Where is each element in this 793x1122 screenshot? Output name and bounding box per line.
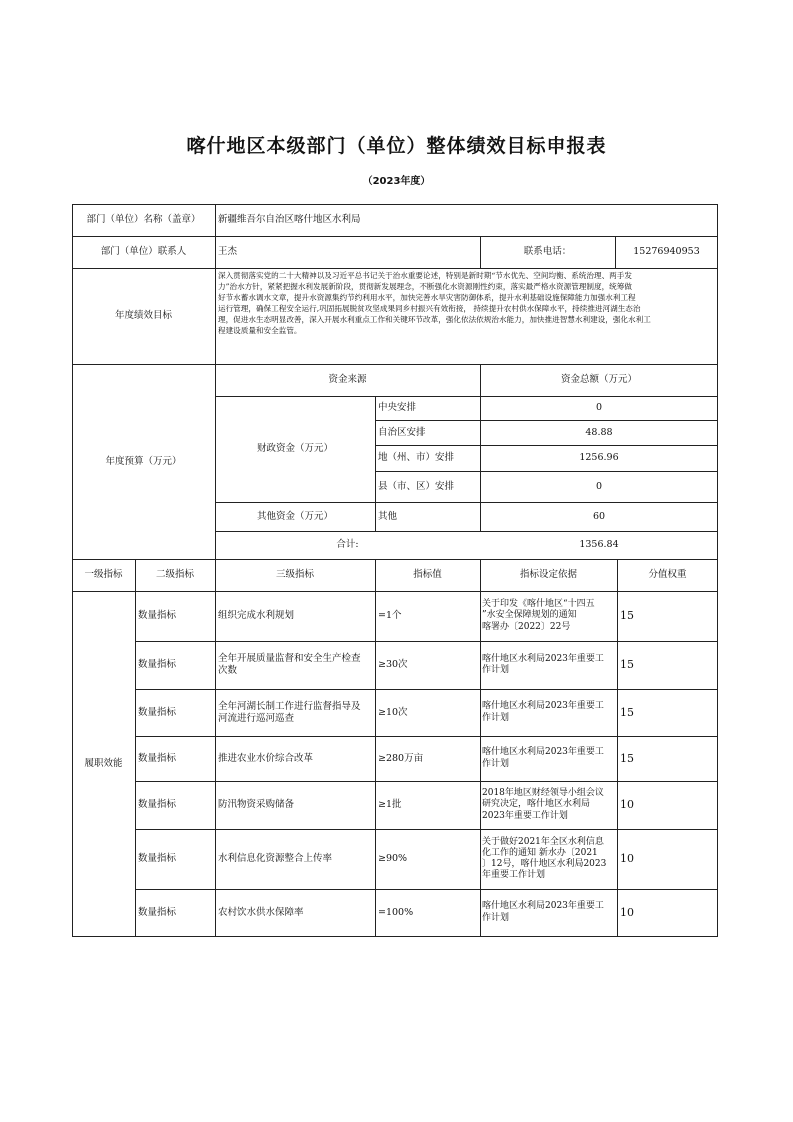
- budget-row-value: 0: [595, 402, 603, 413]
- basis-cell: 2018年地区财经领导小组会议 研究决定，喀什地区水利局 2023年重要工作计划: [482, 788, 604, 821]
- contact-value: 王杰: [218, 246, 238, 257]
- level3-cell: 推进农业水价综合改革: [218, 752, 314, 764]
- level3-cell: 全年开展质量监督和安全生产检查 次数: [218, 653, 361, 676]
- level3-cell: 农村饮水供水保障率: [218, 906, 304, 918]
- weight-cell: 15: [620, 609, 634, 622]
- budget-label: 年度预算（万元）: [105, 455, 182, 467]
- goal-line: 好节水蓄水调水文章，提升水资源集约节约利用水平，加快完善水旱灾害防御体系，提升水利基础设施保障能力加强水利工程: [218, 293, 636, 302]
- page-title: 喀什地区本级部门（单位）整体绩效目标申报表: [186, 135, 607, 157]
- other-label: 其他资金（万元）: [256, 510, 333, 522]
- budget-row-name: 县（市、区）安排: [378, 480, 455, 492]
- basis-cell: 喀什地区水利局2023年重要工 作计划: [482, 701, 604, 723]
- contact-label: 部门（单位）联系人: [100, 246, 187, 257]
- col-header-level3: 三级指标: [275, 569, 314, 580]
- value-cell: =100%: [378, 906, 414, 918]
- dept-label: 部门（单位）名称（盖章）: [86, 214, 201, 225]
- value-cell: ≥30次: [378, 659, 408, 670]
- weight-cell: 10: [620, 905, 634, 919]
- level2-cell: 数量指标: [138, 906, 177, 918]
- value-cell: =1个: [378, 610, 402, 621]
- goal-line: 运行管理，确保工程安全运行,巩固拓展脱贫攻坚成果同乡村振兴有效衔接， 持续提升农村供水保障水平，持续推进河湖生态治: [218, 304, 641, 313]
- level2-cell: 数量指标: [138, 659, 177, 670]
- goal-line: 力”治水方针，紧紧把握水利发展新阶段，贯彻新发展理念，不断强化水资源刚性约束，落实最严格水资源管理制度，统筹做: [218, 282, 632, 291]
- basis-cell: 喀什地区水利局2023年重要工 作计划: [482, 747, 604, 769]
- goal-text: [215, 268, 718, 364]
- weight-cell: 10: [620, 852, 634, 865]
- performance-table: [72, 204, 718, 937]
- budget-row-value: 48.88: [585, 426, 613, 438]
- col-header-basis: 指标设定依据: [519, 569, 577, 580]
- col-header-level2: 二级指标: [155, 569, 194, 580]
- level2-cell: 数量指标: [138, 610, 177, 621]
- level2-cell: 数量指标: [138, 706, 177, 718]
- value-cell: ≥1批: [378, 799, 402, 810]
- page-subtitle: （2023年度）: [362, 176, 431, 187]
- budget-row-value: 0: [595, 480, 603, 492]
- goal-line: 程建设质量和安全监管。: [218, 326, 302, 335]
- level2-cell: 数量指标: [138, 853, 177, 864]
- budget-row-name: 自治区安排: [378, 426, 426, 438]
- basis-cell: 关于做好2021年全区水利信息 化工作的通知 新水办〔2021 〕12号，喀什地区水利局2023 年重要工作计划: [482, 836, 607, 881]
- weight-cell: 15: [620, 705, 634, 719]
- total-header: 资金总额（万元）: [560, 374, 637, 385]
- weight-cell: 10: [620, 798, 634, 811]
- level3-cell: 防汛物资采购储备: [218, 799, 295, 810]
- goal-line: 理，促进水生态明显改善，深入开展水利重点工作和关键环节改革，强化依法依规治水能力，加快推进智慧水利建设，强化水利工: [218, 315, 651, 324]
- col-header-value: 指标值: [413, 569, 442, 580]
- col-header-weight: 分值权重: [648, 569, 687, 580]
- level3-cell: 组织完成水利规划: [218, 610, 295, 621]
- fiscal-label: 财政资金（万元）: [256, 443, 333, 454]
- other-value: 60: [592, 510, 606, 522]
- basis-cell: 喀什地区水利局2023年重要工 作计划: [482, 901, 604, 923]
- sum-value: 1356.84: [579, 539, 619, 550]
- weight-cell: 15: [620, 751, 634, 765]
- source-header: 资金来源: [328, 374, 367, 385]
- budget-row-name: 地（州、市）安排: [378, 452, 455, 463]
- col-header-level1: 一级指标: [84, 569, 123, 580]
- budget-row-name: 中央安排: [378, 402, 417, 413]
- level3-cell: 水利信息化资源整合上传率: [218, 853, 333, 864]
- phone-label: 联系电话：: [523, 246, 572, 257]
- dept-value: 新疆维吾尔自治区喀什地区水利局: [218, 214, 361, 225]
- goal-label: 年度绩效目标: [114, 310, 172, 321]
- other-name: 其他: [378, 510, 398, 522]
- weight-cell: 15: [620, 658, 634, 671]
- level2-cell: 数量指标: [138, 799, 177, 810]
- value-cell: ≥90%: [378, 853, 408, 864]
- level3-cell: 全年河湖长制工作进行监督指导及 河流进行巡河巡查: [218, 700, 361, 724]
- value-cell: ≥10次: [378, 706, 408, 718]
- basis-cell: 关于印发《喀什地区“十四五 ”水安全保障规划的通知 喀署办〔2022〕22号: [482, 599, 595, 632]
- goal-line: 深入贯彻落实党的二十大精神以及习近平总书记关于治水重要论述，特别是新时期“节水优先、空间均衡、系统治理、两手发: [218, 271, 632, 280]
- value-cell: ≥280万亩: [378, 752, 424, 764]
- basis-cell: 喀什地区水利局2023年重要工 作计划: [482, 653, 604, 675]
- level1-cell: 履职效能: [84, 757, 123, 769]
- budget-row-value: 1256.96: [579, 452, 619, 463]
- phone-value: 15276940953: [633, 246, 700, 257]
- sum-label: 合计:: [336, 539, 359, 550]
- level2-cell: 数量指标: [138, 752, 177, 764]
